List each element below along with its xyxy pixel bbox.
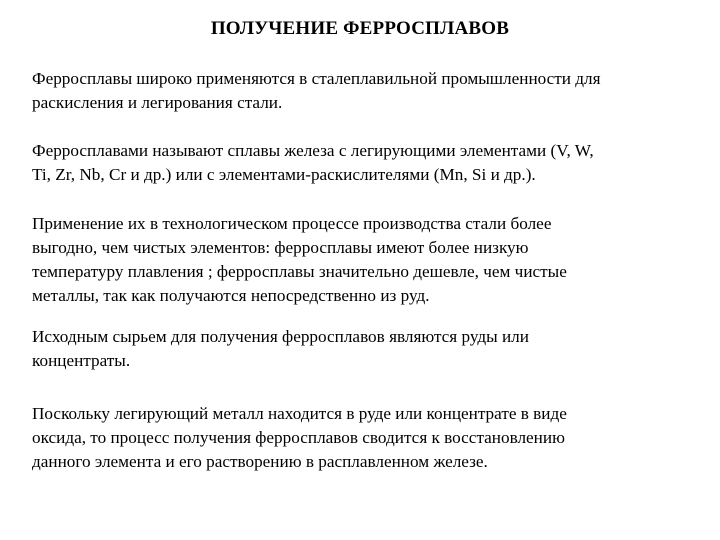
text-line: Применение их в технологическом процессе производства стали более — [32, 214, 552, 233]
text-line: данного элемента и его растворению в расплавленном железе. — [32, 452, 488, 471]
text-line: Исходным сырьем для получения ферросплавов являются руды или — [32, 327, 529, 346]
paragraph-ferroalloys-definition — [32, 139, 697, 187]
text-line: Ti, Zr, Nb, Cr и др.) или с элементами-раскислителями (Mn, Si и др.). — [32, 165, 536, 184]
text-line: температуру плавления ; ферросплавы значительно дешевле, чем чистые — [32, 262, 567, 281]
paragraph-ferroalloys-advantages — [32, 212, 697, 308]
paragraph-raw-materials — [32, 325, 697, 373]
text-line: раскисления и легирования стали. — [32, 93, 283, 112]
page-title: ПОЛУЧЕНИЕ ФЕРРОСПЛАВОВ — [210, 18, 510, 39]
text-line: Ферросплавами называют сплавы железа с легирующими элементами (V, W, — [32, 141, 594, 160]
text-line: концентраты. — [32, 351, 131, 370]
text-line: оксида, то процесс получения ферросплавов сводится к восстановлению — [32, 428, 565, 447]
text-line: Ферросплавы широко применяются в сталеплавильной промышленности для — [32, 69, 601, 88]
text-line: Поскольку легирующий металл находится в руде или концентрате в виде — [32, 404, 567, 423]
text-line: выгодно, чем чистых элементов: ферросплавы имеют более низкую — [32, 238, 529, 257]
text-line: металлы, так как получаются непосредственно из руд. — [32, 286, 430, 305]
paragraph-ferroalloys-usage — [32, 67, 697, 115]
paragraph-reduction-process — [32, 402, 697, 474]
